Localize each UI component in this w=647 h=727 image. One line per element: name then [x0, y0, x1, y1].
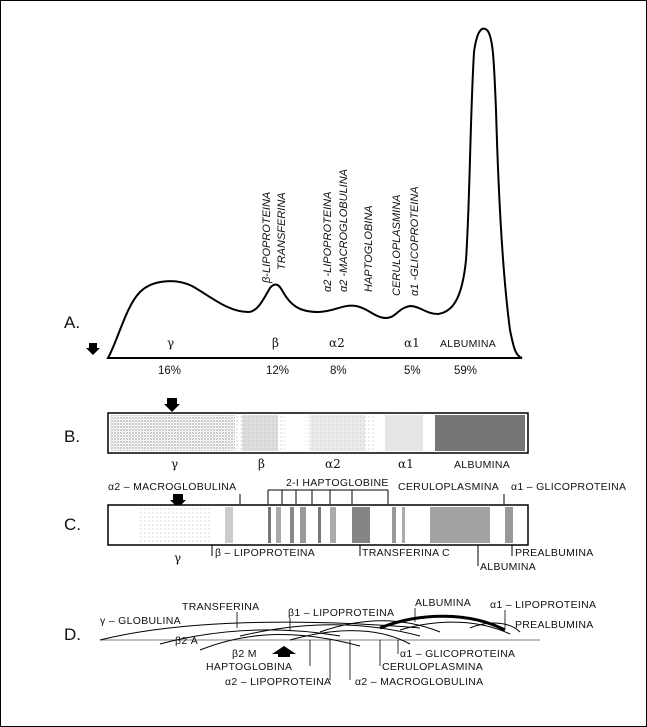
panel-a-albumina: ALBUMINA [440, 338, 497, 350]
panel-d-prealbumina: PREALBUMINA [515, 619, 594, 631]
densitometry-curve [108, 29, 522, 358]
panel-d-ceruloplasmina: CERULOPLASMINA [382, 661, 484, 673]
panel-b-albumina: ALBUMINA [454, 459, 511, 471]
panel-d-transferina: TRANSFERINA [182, 601, 260, 613]
pct-alpha2: 8% [330, 365, 347, 377]
panel-c-albumina: ALBUMINA [480, 561, 537, 573]
panel-d-alpha1-lipoproteina: α1 – LIPOPROTEINA [490, 599, 597, 611]
panel-b-beta: β [258, 457, 265, 471]
panel-c-alpha2-macroglobulina: α2 – MACROGLOBULINA [108, 481, 237, 493]
electrophoresis-strip-b [108, 413, 528, 453]
panel-c-ceruloplasmina: CERULOPLASMINA [398, 481, 500, 493]
panel-d-beta2a: β2 A [175, 635, 198, 647]
panel-c-beta-lipoproteina: β – LIPOPROTEINA [215, 547, 316, 559]
section-label-b: B. [64, 427, 81, 446]
double-arrow-icon [272, 646, 296, 657]
panel-d-beta1-lipoproteina: β1 – LIPOPROTEINA [288, 607, 395, 619]
pct-albumina: 59% [454, 365, 478, 377]
label-beta-lipoproteina: β-LIPOPROTEINA [261, 191, 273, 283]
label-haptoglobina: HAPTOGLOBINA [363, 205, 375, 292]
label-transferina: TRANSFERINA [276, 192, 288, 270]
section-label-a: A. [64, 313, 81, 332]
panel-d-albumina: ALBUMINA [415, 597, 472, 609]
pct-alpha1: 5% [404, 365, 421, 377]
pct-beta: 12% [266, 365, 290, 377]
pct-gamma: 16% [158, 365, 182, 377]
panel-c-prealbumina: PREALBUMINA [515, 547, 594, 559]
panel-d-gamma-globulina: γ – GLOBULINA [100, 615, 181, 627]
panel-a-gamma: γ [167, 336, 175, 350]
panel-c-transferina-c: TRANSFERINA C [362, 547, 450, 559]
label-alpha2-lipoproteina: α2 -LIPOPROTEINA [322, 191, 334, 292]
electrophoresis-strip-c [108, 505, 528, 545]
down-arrow-icon [86, 343, 100, 355]
panel-b-gamma: γ [171, 457, 179, 471]
panel-b-alpha1: α1 [398, 457, 414, 471]
section-label-c: C. [64, 515, 81, 534]
panel-d-haptoglobina: HAPTOGLOBINA [206, 661, 293, 673]
down-arrow-icon [164, 398, 180, 412]
panel-d-alpha2-lipoproteina: α2 – LIPOPROTEINA [225, 676, 332, 688]
panel-a-alpha1: α1 [404, 336, 420, 350]
panel-d-alpha1-glicoproteina: α1 – GLICOPROTEINA [400, 648, 516, 660]
panel-d-beta2m: β2 M [232, 648, 257, 660]
label-alpha2-macroglobulina: α2 -MACROGLOBULINA [338, 168, 350, 292]
panel-a-beta: β [272, 336, 279, 350]
panel-c-gamma: γ [174, 551, 182, 565]
panel-b-alpha2: α2 [325, 457, 341, 471]
label-alpha1-glicoproteina: α1 -GLICOPROTEINA [409, 186, 421, 296]
panel-c-haptoglobine: 2-I HAPTOGLOBINE [286, 477, 389, 489]
label-ceruloplasmina: CERULOPLASMINA [391, 194, 403, 296]
section-label-d: D. [64, 625, 81, 644]
panel-d-alpha2-macroglobulina: α2 – MACROGLOBULINA [355, 676, 484, 688]
panel-a-alpha2: α2 [329, 336, 345, 350]
panel-c-alpha1-glicoproteina: α1 – GLICOPROTEINA [511, 481, 627, 493]
